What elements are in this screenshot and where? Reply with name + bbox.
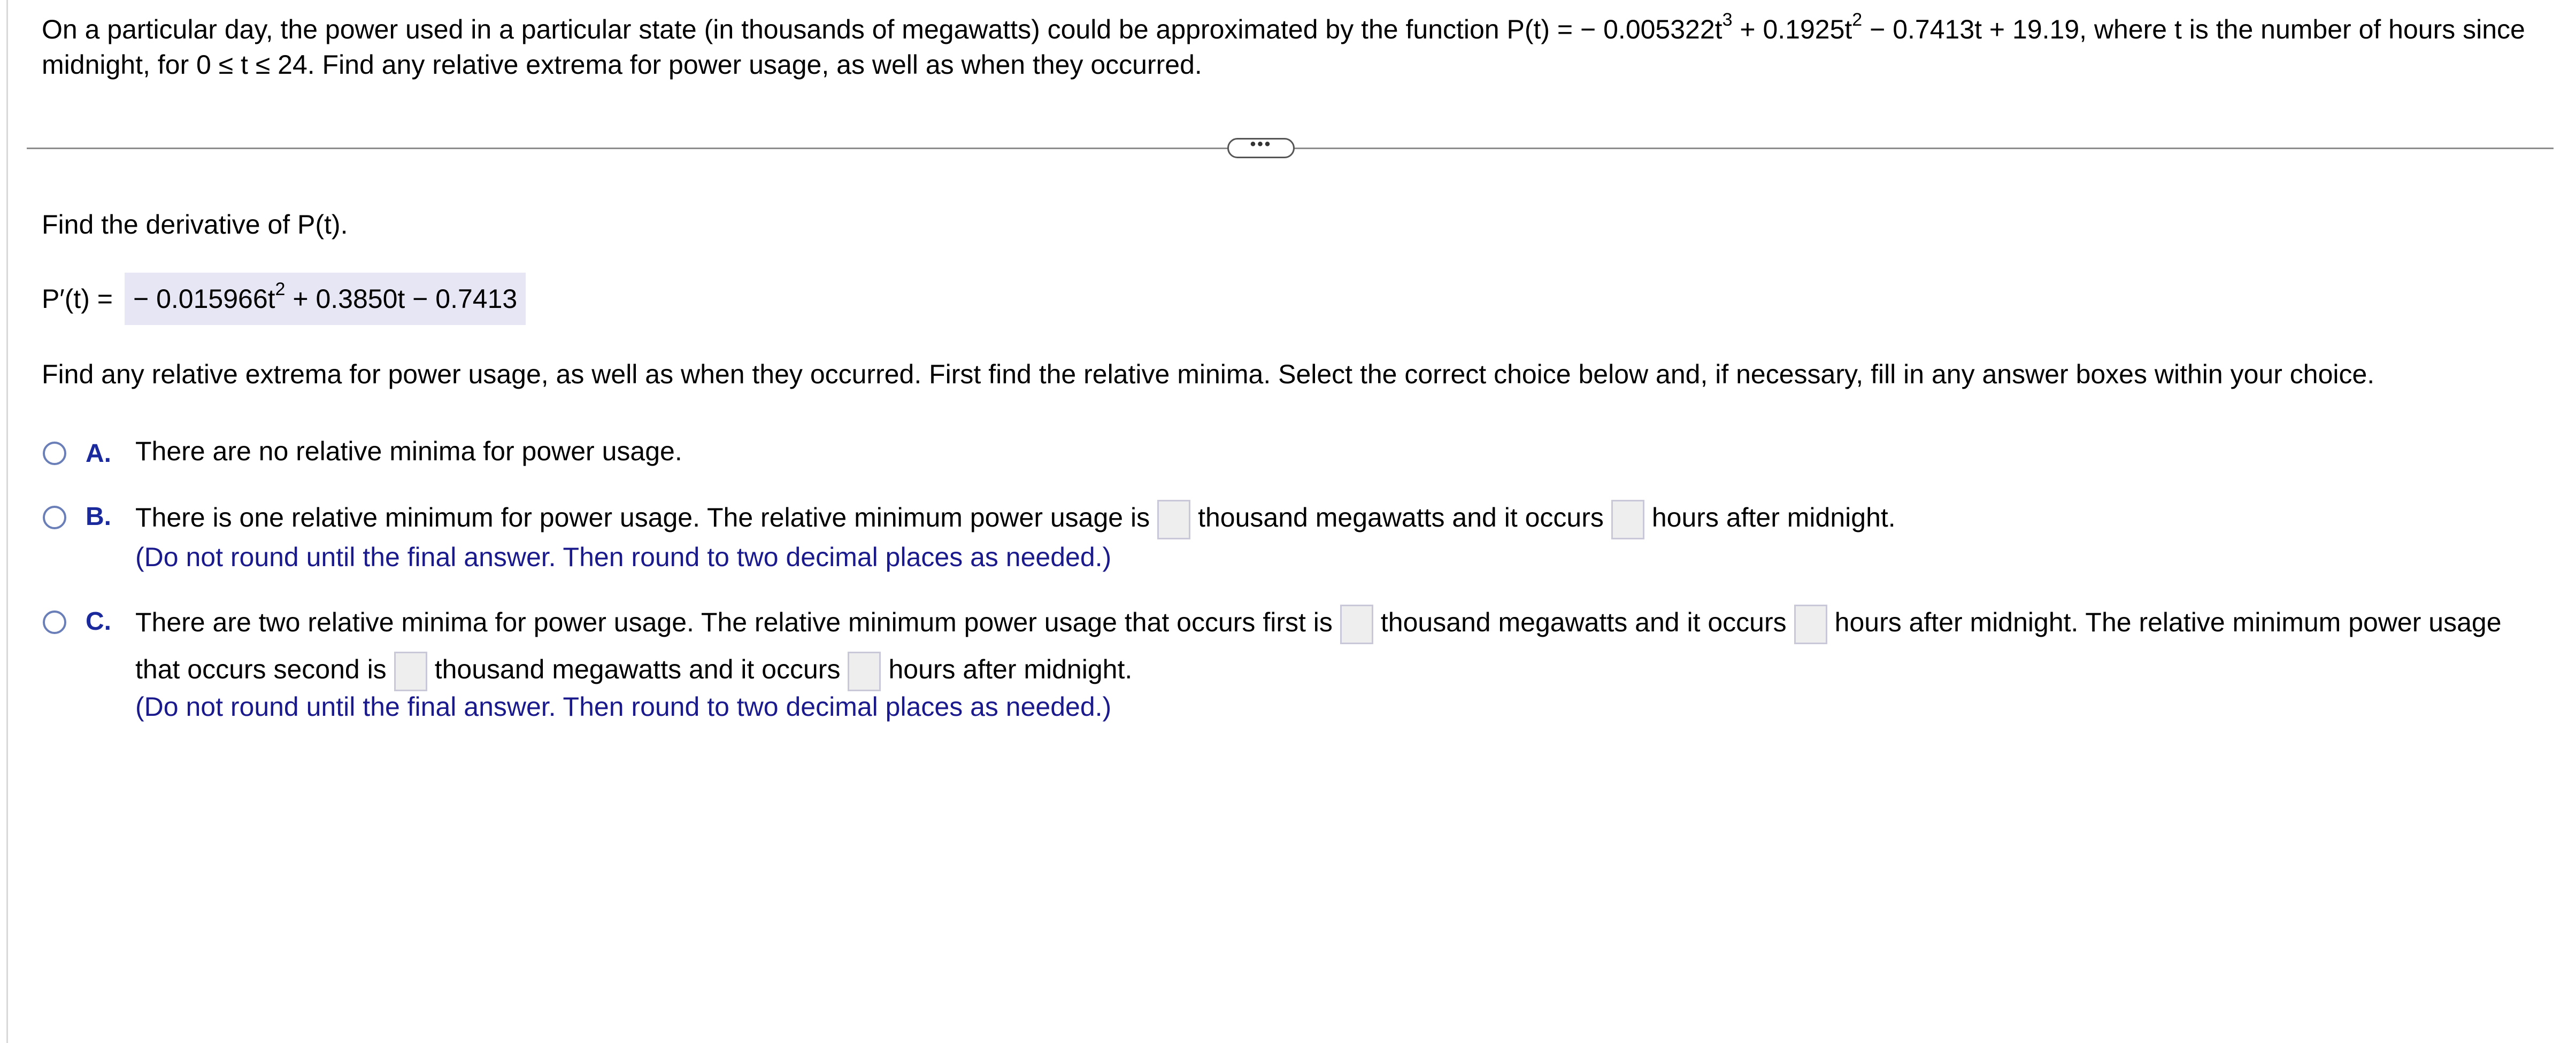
- choice-b-min-value-box[interactable]: [1157, 500, 1190, 539]
- choice-c-text-3: hours after midnight. The relative minimum power usage that occurs second is: [135, 607, 2502, 684]
- choice-b-hint: (Do not round until the final answer. Then round to two decimal places as needed.): [135, 542, 1112, 572]
- derivative-answer-part-1: − 0.015966t: [133, 284, 275, 314]
- choice-b-min-time-box[interactable]: [1611, 500, 1644, 539]
- derivative-answer: [125, 273, 526, 325]
- choice-c-second-min-value-box[interactable]: [394, 652, 427, 691]
- choice-a-radio[interactable]: [43, 442, 66, 465]
- exponent-2: 2: [1852, 10, 1863, 30]
- choice-c-radio[interactable]: [43, 611, 66, 634]
- choice-c-hint: (Do not round until the final answer. Then round to two decimal places as needed.): [135, 692, 1112, 722]
- choice-b-radio[interactable]: [43, 506, 66, 529]
- choice-c-letter: C.: [86, 607, 111, 636]
- question-part-1: On a particular day, the power used in a particular state (in thousands of megawatts) could be approximated by the function P(t) = − 0.005322t: [42, 14, 1723, 44]
- choice-a-letter: A.: [86, 439, 111, 468]
- choice-c-first-min-time-box[interactable]: [1794, 605, 1827, 644]
- question-part-3: − 0.7413t + 19.19, where t is the number of hours since midnight, for 0 ≤ t ≤ 24. Find any relative extrema for power usage, as well as when they occurred.: [42, 14, 2525, 80]
- question-text: [42, 12, 2555, 82]
- question-part-2: + 0.1925t: [1732, 14, 1852, 44]
- choice-c-first-min-value-box[interactable]: [1340, 605, 1373, 644]
- choice-c-text-5: hours after midnight.: [888, 654, 1133, 684]
- choice-b-text-2: thousand megawatts and it occurs: [1198, 503, 1604, 532]
- choice-b-body: [135, 494, 2542, 541]
- derivative-exponent: 2: [275, 279, 286, 299]
- derivative-answer-row: [42, 273, 526, 325]
- choice-c-body: [135, 599, 2542, 693]
- derivative-label: P′(t) =: [42, 283, 113, 314]
- choice-b-text-1: There is one relative minimum for power usage. The relative minimum power usage is: [135, 503, 1150, 532]
- choice-b-letter: B.: [86, 503, 111, 531]
- choice-b-text-3: hours after midnight.: [1651, 503, 1896, 532]
- extrema-prompt: Find any relative extrema for power usage, as well as when they occurred. First find the relative minima. Select the correct choice below and, if necessary, fill in any answer boxes within your choice.: [42, 359, 2375, 389]
- exponent-3: 3: [1722, 10, 1733, 30]
- derivative-prompt: Find the derivative of P(t).: [42, 210, 348, 239]
- expand-more-button[interactable]: •••: [1227, 138, 1295, 158]
- derivative-answer-part-2: + 0.3850t − 0.7413: [285, 284, 518, 314]
- choice-c-text-4: thousand megawatts and it occurs: [434, 654, 841, 684]
- choice-c-second-min-time-box[interactable]: [848, 652, 881, 691]
- choice-a-text: There are no relative minima for power usage.: [135, 436, 682, 466]
- choice-c-text-1: There are two relative minima for power usage. The relative minimum power usage that occurs first is: [135, 607, 1333, 637]
- choice-c-text-2: thousand megawatts and it occurs: [1380, 607, 1787, 637]
- left-border: [6, 0, 8, 1043]
